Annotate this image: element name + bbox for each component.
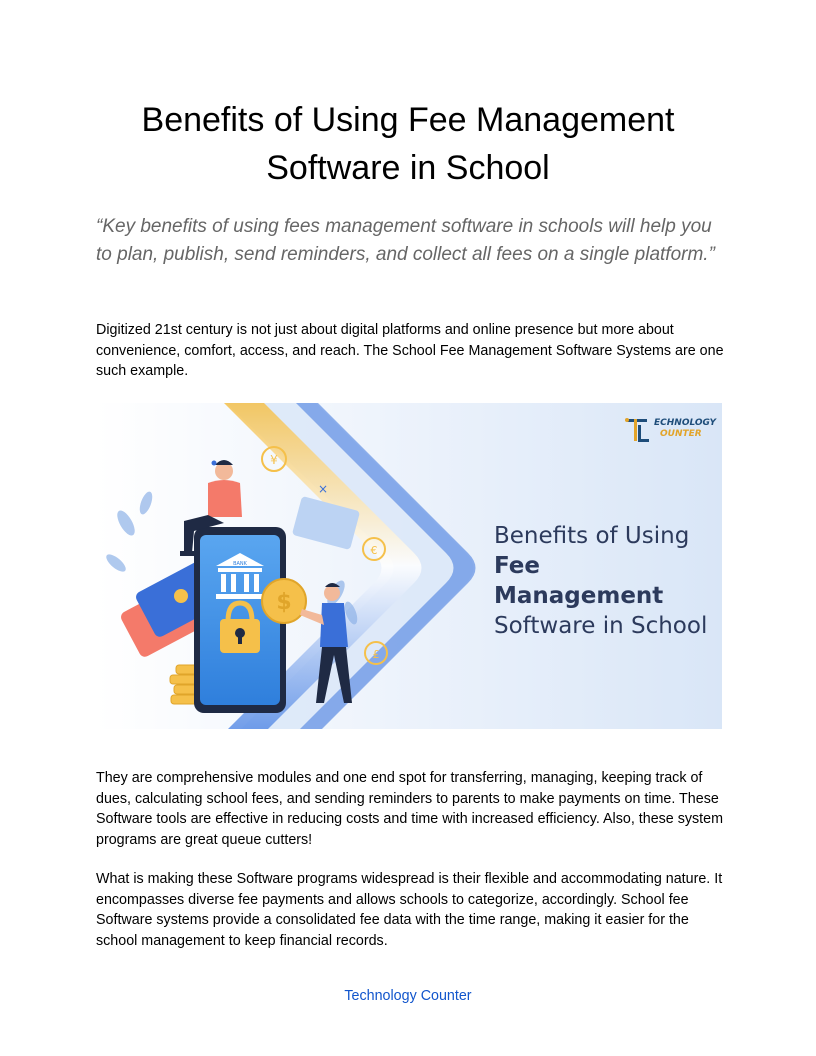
logo-line-2: OUNTER bbox=[660, 429, 702, 439]
svg-text:€: € bbox=[370, 544, 378, 557]
hero-banner-image bbox=[96, 403, 722, 729]
bank-label: BANK bbox=[233, 561, 247, 567]
banner-headline bbox=[494, 521, 714, 641]
svg-text:£: £ bbox=[372, 648, 380, 661]
paragraph-intro: Digitized 21st century is not just about digital platforms and online presence but more about convenience, comfort, access, and reach. The School Fee Management Software Systems are one such example. bbox=[96, 322, 724, 379]
technology-counter-logo bbox=[624, 415, 718, 447]
page-title: Benefits of Using Fee Management Software in School bbox=[141, 101, 675, 187]
logo-line-1: ECHNOLOGY bbox=[654, 418, 717, 428]
logo-mark-icon bbox=[624, 415, 652, 445]
banner-line-3: Software in School bbox=[494, 613, 708, 639]
footer-link[interactable]: Technology Counter bbox=[344, 988, 472, 1004]
svg-text:×: × bbox=[318, 482, 329, 496]
svg-text:$: $ bbox=[276, 590, 292, 615]
svg-text:¥: ¥ bbox=[270, 453, 278, 467]
paragraph-flexibility: What is making these Software programs widespread is their flexible and accommodating nature. It encompasses diverse fee payments and allows schools to categorize, accordingly. School fee Software systems provide a consolidated fee data with the time range, making it easier for the school management to keep financial records. bbox=[96, 871, 723, 949]
paragraph-modules: They are comprehensive modules and one end spot for transferring, managing, keeping track of dues, calculating school fees, and sending reminders to parents to make payments on time. These Software tools are effective in reducing costs and time with increased efficiency. Also, these system programs are great queue cutters! bbox=[96, 770, 723, 848]
banner-line-2: Fee Management bbox=[494, 553, 664, 609]
intro-quote: “Key benefits of using fees management software in schools will help you to plan, publish, send reminders, and collect all fees on a single platform.” bbox=[96, 216, 715, 265]
banner-line-1: Benefits of Using bbox=[494, 523, 690, 549]
